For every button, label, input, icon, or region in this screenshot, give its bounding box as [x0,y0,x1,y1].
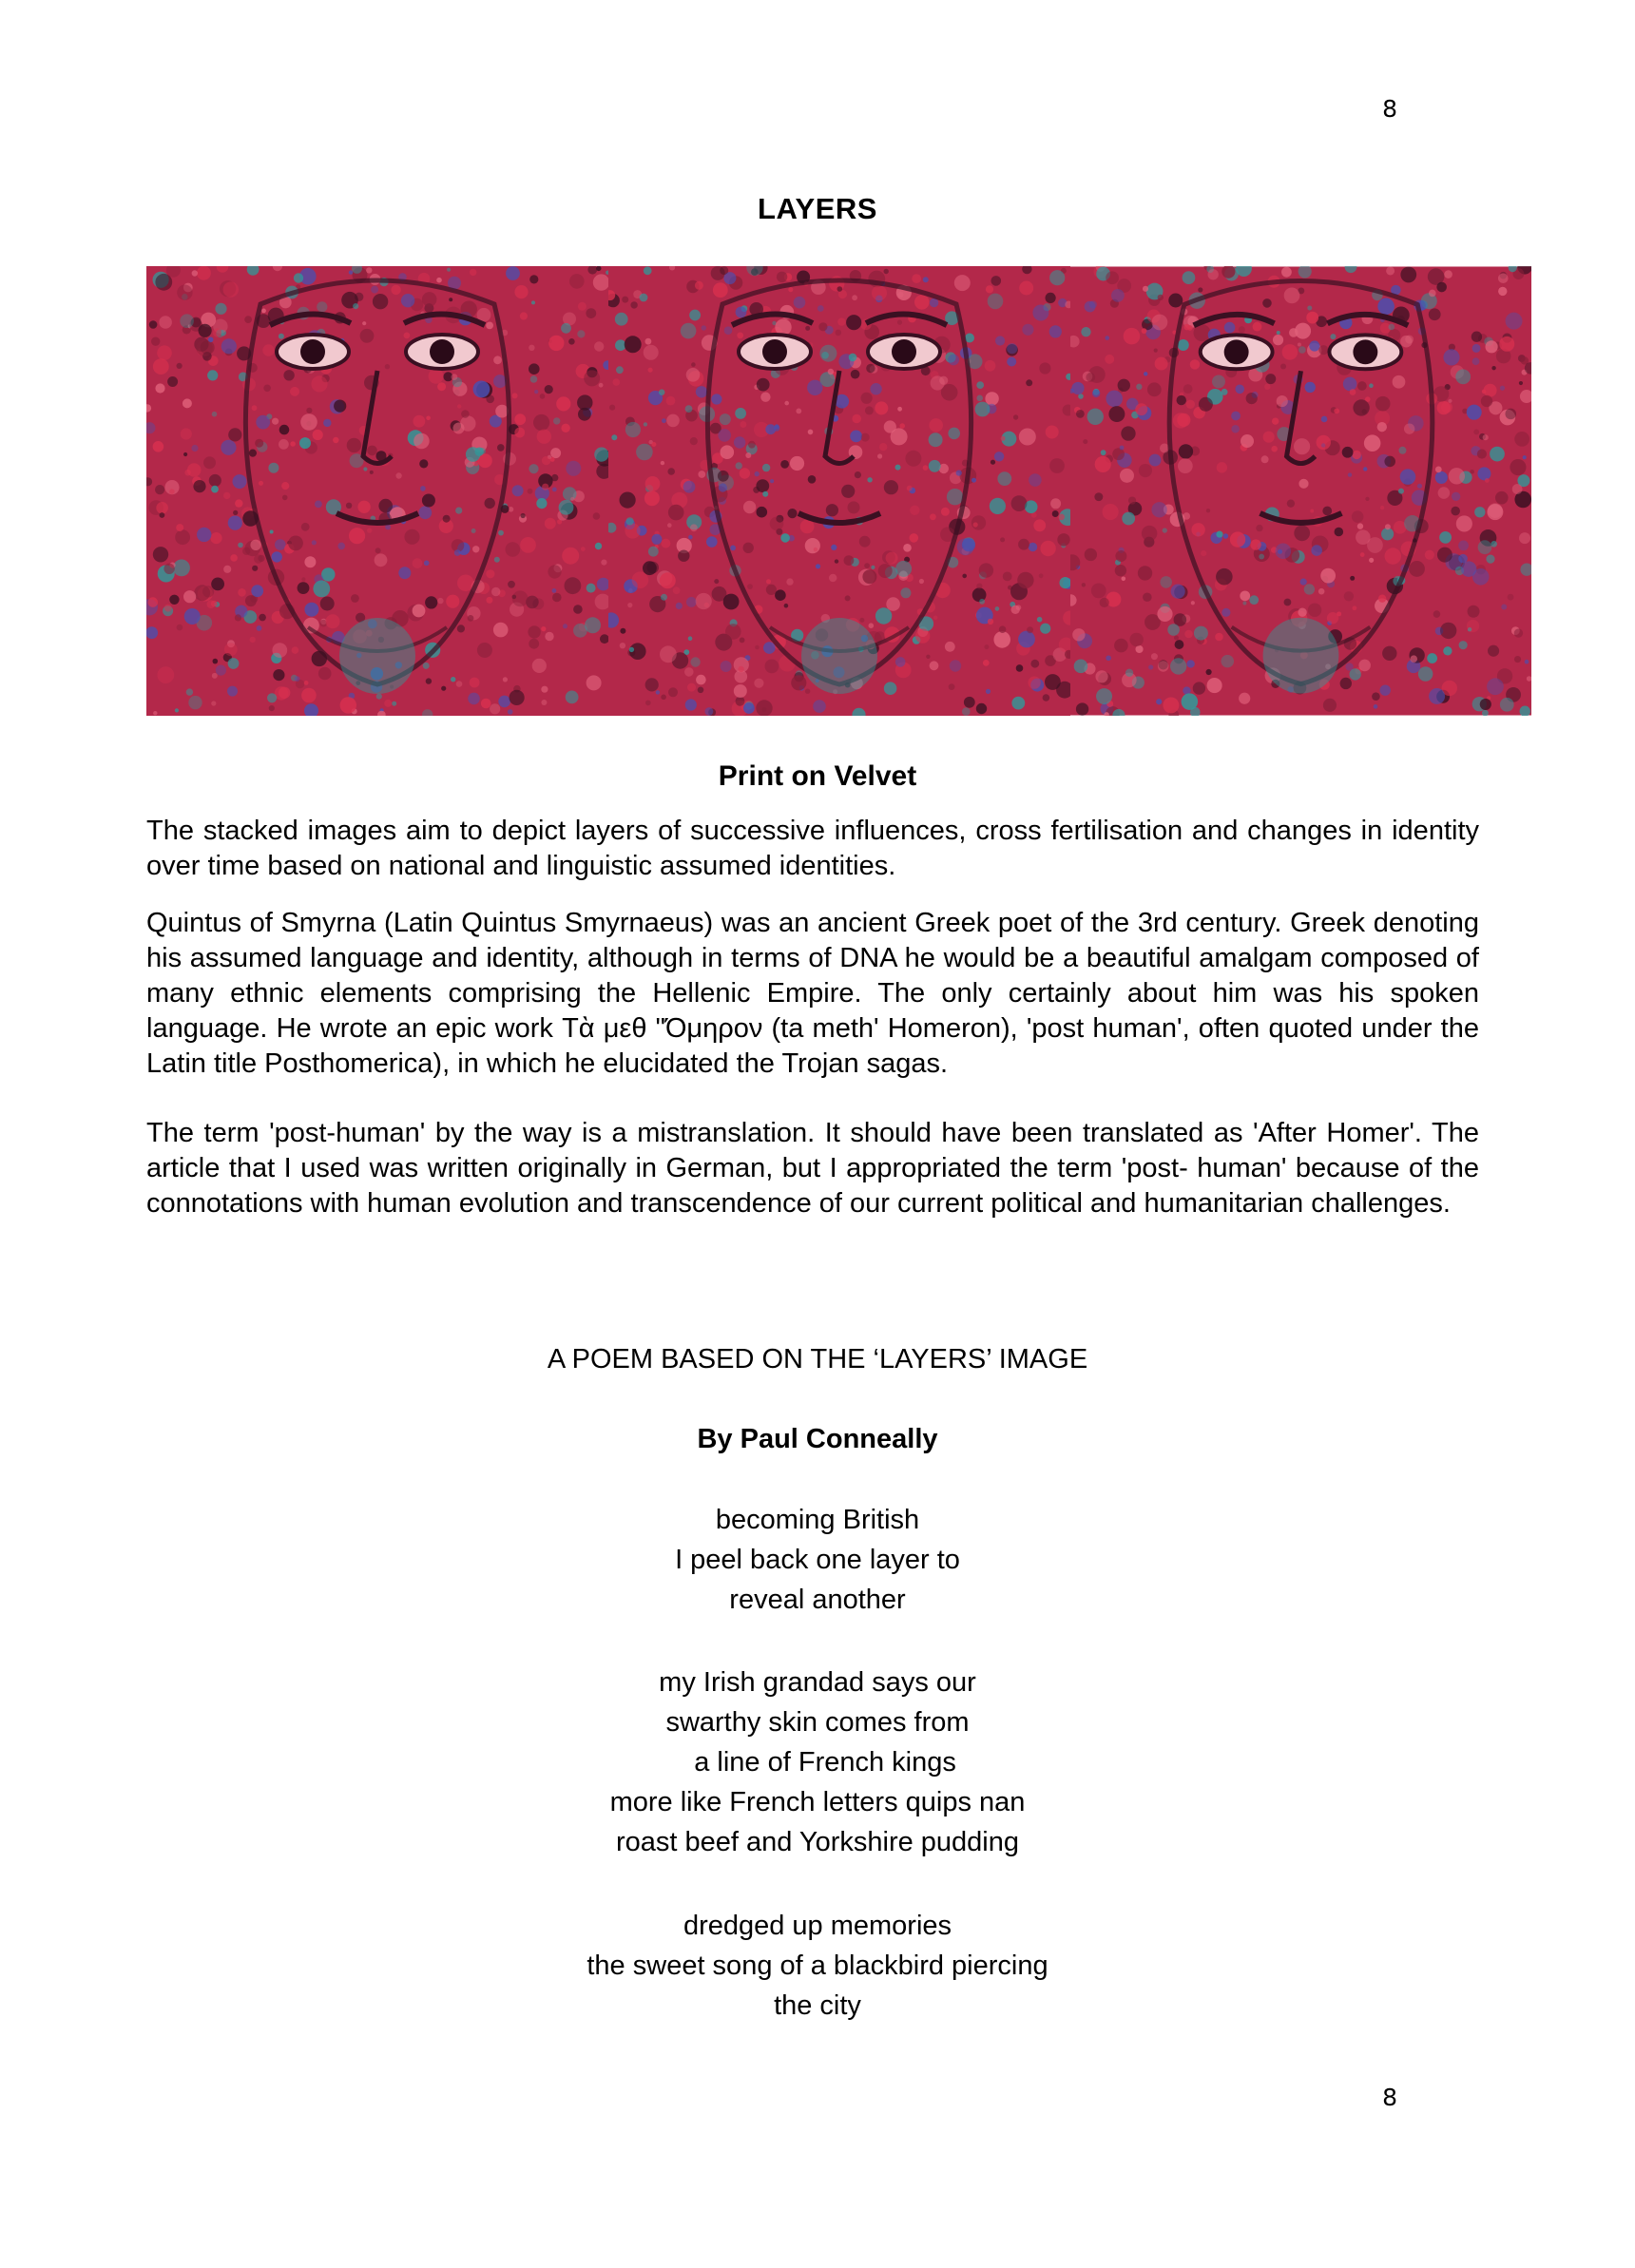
poem-heading: A POEM BASED ON THE ‘LAYERS’ IMAGE [547,1344,1088,1374]
poem-line: the city [774,1990,861,2021]
page-number-bottom: 8 [1382,2084,1397,2111]
intro-paragraph: The stacked images aim to depict layers of successive influences, cross fertilisation and changes in identity over time based on national and linguistic assumed identities. [146,816,1479,881]
poem-line: the sweet song of a blackbird piercing [587,1951,1048,1981]
poem-stanza-3 [0,1906,1635,2026]
poem-stanza-1 [0,1500,1635,1620]
poem-line: more like French letters quips nan [609,1787,1026,1817]
poem-line: dredged up memories [683,1911,952,1941]
face-panel-1 [146,266,608,716]
poem-line: a line of French kings [679,1747,956,1778]
poem-line: swarthy skin comes from [665,1707,970,1738]
layers-artwork-image [146,266,1531,716]
page-title: LAYERS [758,192,877,225]
quintus-paragraph: Quintus of Smyrna (Latin Quintus Smyrnaeus) was an ancient Greek poet of the 3rd century. Greek denoting his assumed language and identity, although in terms of DNA he would be a beautiful amalgam composed of many ethnic elements comprising the Hellenic Empire. The only certainly about him was his spoken language. He wrote an epic work Τὰ μεθ "Όμηρον (ta meth' Homeron), 'post human', often quoted under the Latin title Posthomerica), in which he elucidated the Trojan sagas. [146,908,1479,1079]
poem-author: By Paul Conneally [697,1424,938,1454]
poem-line: roast beef and Yorkshire pudding [615,1827,1020,1857]
image-caption: Print on Velvet [718,760,917,792]
face-panel-2 [608,266,1070,716]
poem-line: becoming British [715,1505,920,1535]
post-human-paragraph: The term 'post-human' by the way is a mistranslation. It should have been translated as 'After Homer'. The article that I used was written originally in German, but I appropriated the term 'post- human' because of the connotations with human evolution and transcendence of our current political and humanitarian challenges. [146,1118,1479,1219]
page-number-top: 8 [1382,95,1397,123]
poem-line: my Irish grandad says our [659,1667,976,1698]
poem-line: I peel back one layer to [675,1545,960,1575]
poem-stanza-2 [0,1663,1635,1862]
face-panel-3 [1070,266,1531,716]
poem-line: reveal another [729,1585,906,1615]
